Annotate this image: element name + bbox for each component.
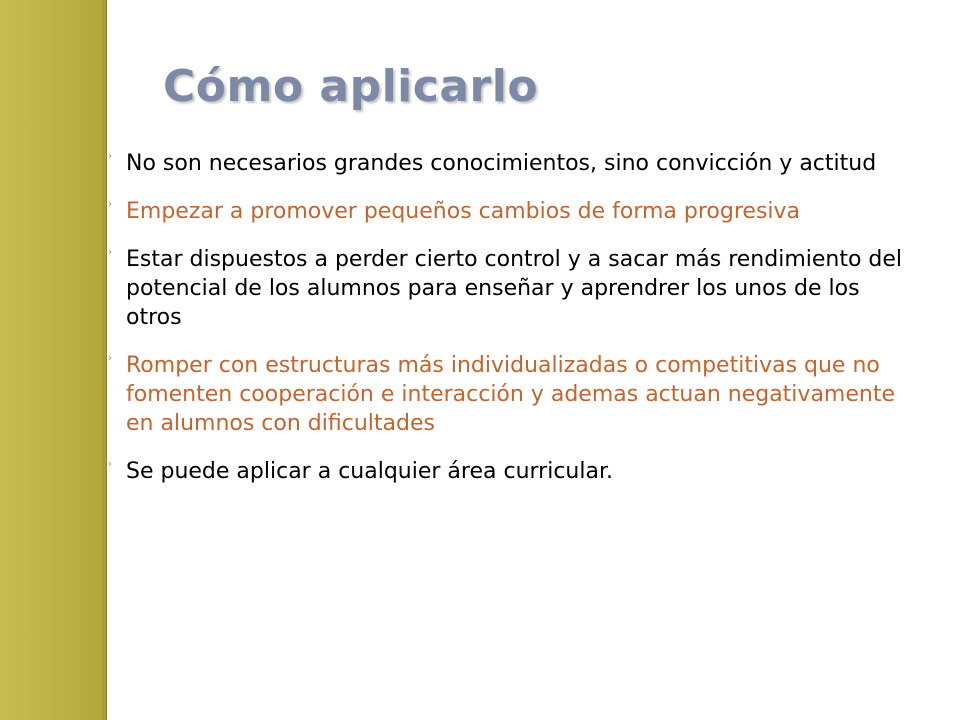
bullet-chevron-icon: › [108, 459, 112, 470]
bullet-text: Estar dispuestos a perder cierto control y a sacar más rendimiento del potencial de los alumnos para enseñar y aprendrer los unos de los otros [126, 247, 903, 330]
slide-title: Cómo aplicarlo [163, 61, 539, 112]
bullet-item [108, 245, 918, 332]
bullet-list [108, 149, 918, 505]
bullet-item [108, 351, 918, 438]
bullet-item [108, 197, 918, 226]
bullet-text: Romper con estructuras más individualizadas o competitivas que no fomenten cooperación e interacción y ademas actuan negativamente en alumnos con dificultades [126, 353, 895, 436]
bullet-text: No son necesarios grandes conocimientos, sino convicción y actitud [126, 151, 877, 176]
bullet-chevron-icon: › [108, 247, 112, 258]
decorative-sidebar-bar [0, 0, 107, 720]
bullet-text: Se puede aplicar a cualquier área curricular. [126, 459, 613, 484]
bullet-item [108, 149, 918, 178]
bullet-chevron-icon: › [108, 199, 112, 210]
bullet-text: Empezar a promover pequeños cambios de forma progresiva [126, 199, 801, 224]
bullet-item [108, 457, 918, 486]
bullet-chevron-icon: › [108, 151, 112, 162]
bullet-chevron-icon: › [108, 353, 112, 364]
